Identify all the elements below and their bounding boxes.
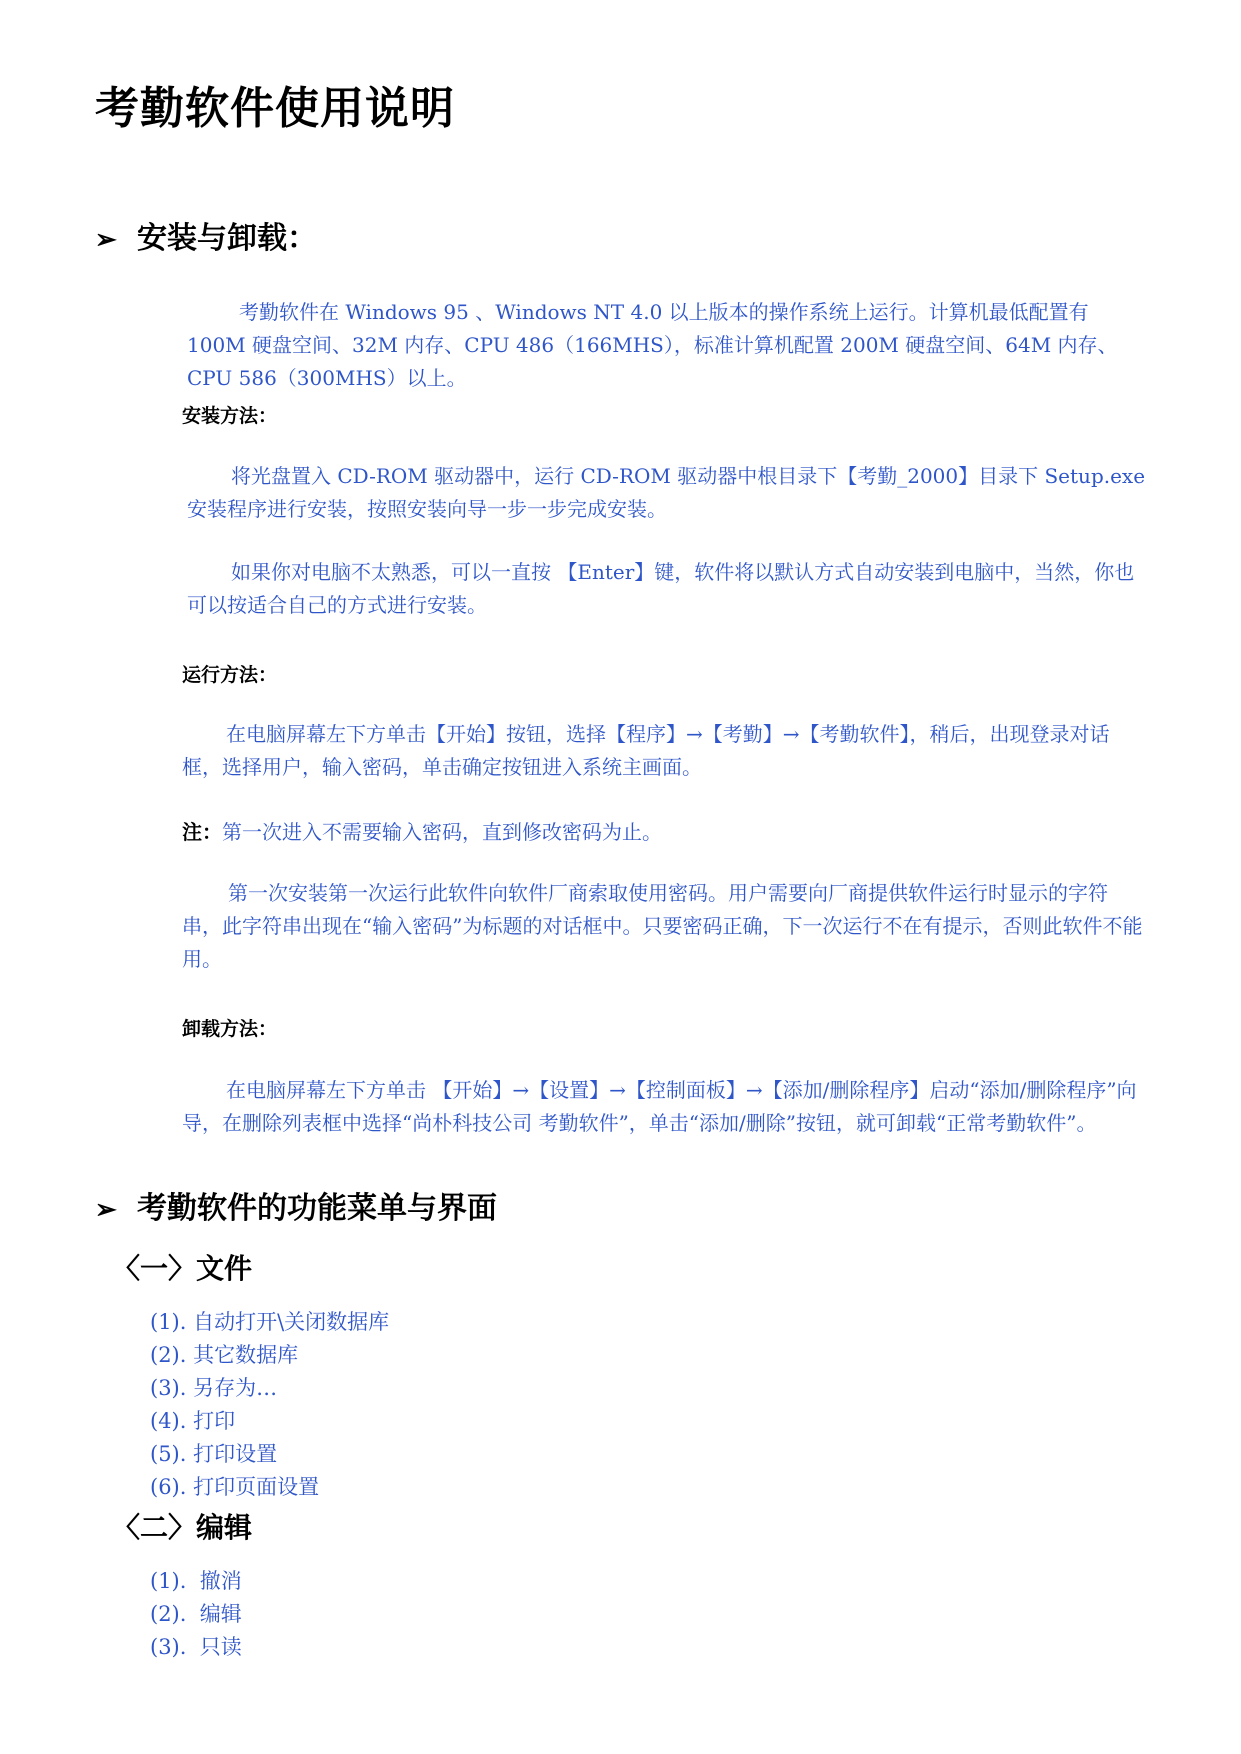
note-text: 第一次进入不需要输入密码，直到修改密码为止。 <box>222 820 662 844</box>
subsection-heading-file: 〈一〉文件 <box>112 1252 253 1285</box>
section-heading-install <box>95 213 317 257</box>
page-title: 考勤软件使用说明 <box>95 83 455 134</box>
list-item: (3). 另存为… <box>150 1376 278 1400</box>
run-paragraph-1: 在电脑屏幕左下方单击【开始】按钮，选择【程序】→【考勤】→【考勤软件】，稍后，出现登录对话框，选择用户，输入密码，单击确定按钮进入系统主画面。 <box>182 722 1110 779</box>
list-item: (2). 其它数据库 <box>150 1343 299 1367</box>
list-item: (1). 撤消 <box>150 1569 242 1593</box>
run-method-label: 运行方法： <box>182 664 278 686</box>
subsection-heading-edit: 〈二〉编辑 <box>112 1511 253 1544</box>
install-paragraph-1: 将光盘置入 CD-ROM 驱动器中，运行 CD-ROM 驱动器中根目录下【考勤_2000】目录下 Setup.exe 安装程序进行安装，按照安装向导一步一步完成安装。 <box>187 464 1146 521</box>
list-item: (2). 编辑 <box>150 1602 242 1626</box>
list-item: (1). 自动打开\关闭数据库 <box>150 1310 390 1334</box>
list-item: (5). 打印设置 <box>150 1442 278 1466</box>
note-label: 注： <box>182 820 222 844</box>
arrow-bullet-icon: ➢ <box>95 1195 117 1225</box>
uninstall-method-label: 卸载方法： <box>182 1018 278 1040</box>
arrow-bullet-icon: ➢ <box>95 225 117 255</box>
list-item: (4). 打印 <box>150 1409 236 1433</box>
edit-menu-list <box>150 1565 242 1664</box>
install-paragraph-2: 如果你对电脑不太熟悉，可以一直按 【Enter】键，软件将以默认方式自动安装到电脑中，当然，你也可以按适合自己的方式进行安装。 <box>187 560 1135 617</box>
uninstall-paragraph: 在电脑屏幕左下方单击 【开始】→【设置】→【控制面板】→【添加/删除程序】启动“添加/删除程序”向导，在删除列表框中选择“尚朴科技公司 考勤软件”，单击“添加/删除”按钮，就可卸载“正常考勤软件”。 <box>182 1078 1137 1135</box>
section-heading-text: 考勤软件的功能菜单与界面 <box>137 1191 497 1226</box>
list-item: (3). 只读 <box>150 1635 242 1659</box>
run-paragraph-2: 第一次安装第一次运行此软件向软件厂商索取使用密码。用户需要向厂商提供软件运行时显示的字符串，此字符串出现在“输入密码”为标题的对话框中。只要密码正确，下一次运行不在有提示，否则此软件不能用。 <box>182 881 1143 971</box>
section-heading-menu <box>95 1183 497 1227</box>
install-method-label: 安装方法： <box>182 405 278 427</box>
file-menu-list <box>150 1306 389 1504</box>
section-heading-text: 安装与卸载： <box>137 221 317 256</box>
list-item: (6). 打印页面设置 <box>150 1475 320 1499</box>
intro-paragraph: 考勤软件在 Windows 95 、Windows NT 4.0 以上版本的操作系统上运行。计算机最低配置有 100M 硬盘空间、32M 内存、CPU 486（166MHS），标准计算机配置 200M 硬盘空间、64M 内存、CPU 586（300MHS）以上。 <box>187 300 1118 390</box>
note-line <box>182 816 662 845</box>
